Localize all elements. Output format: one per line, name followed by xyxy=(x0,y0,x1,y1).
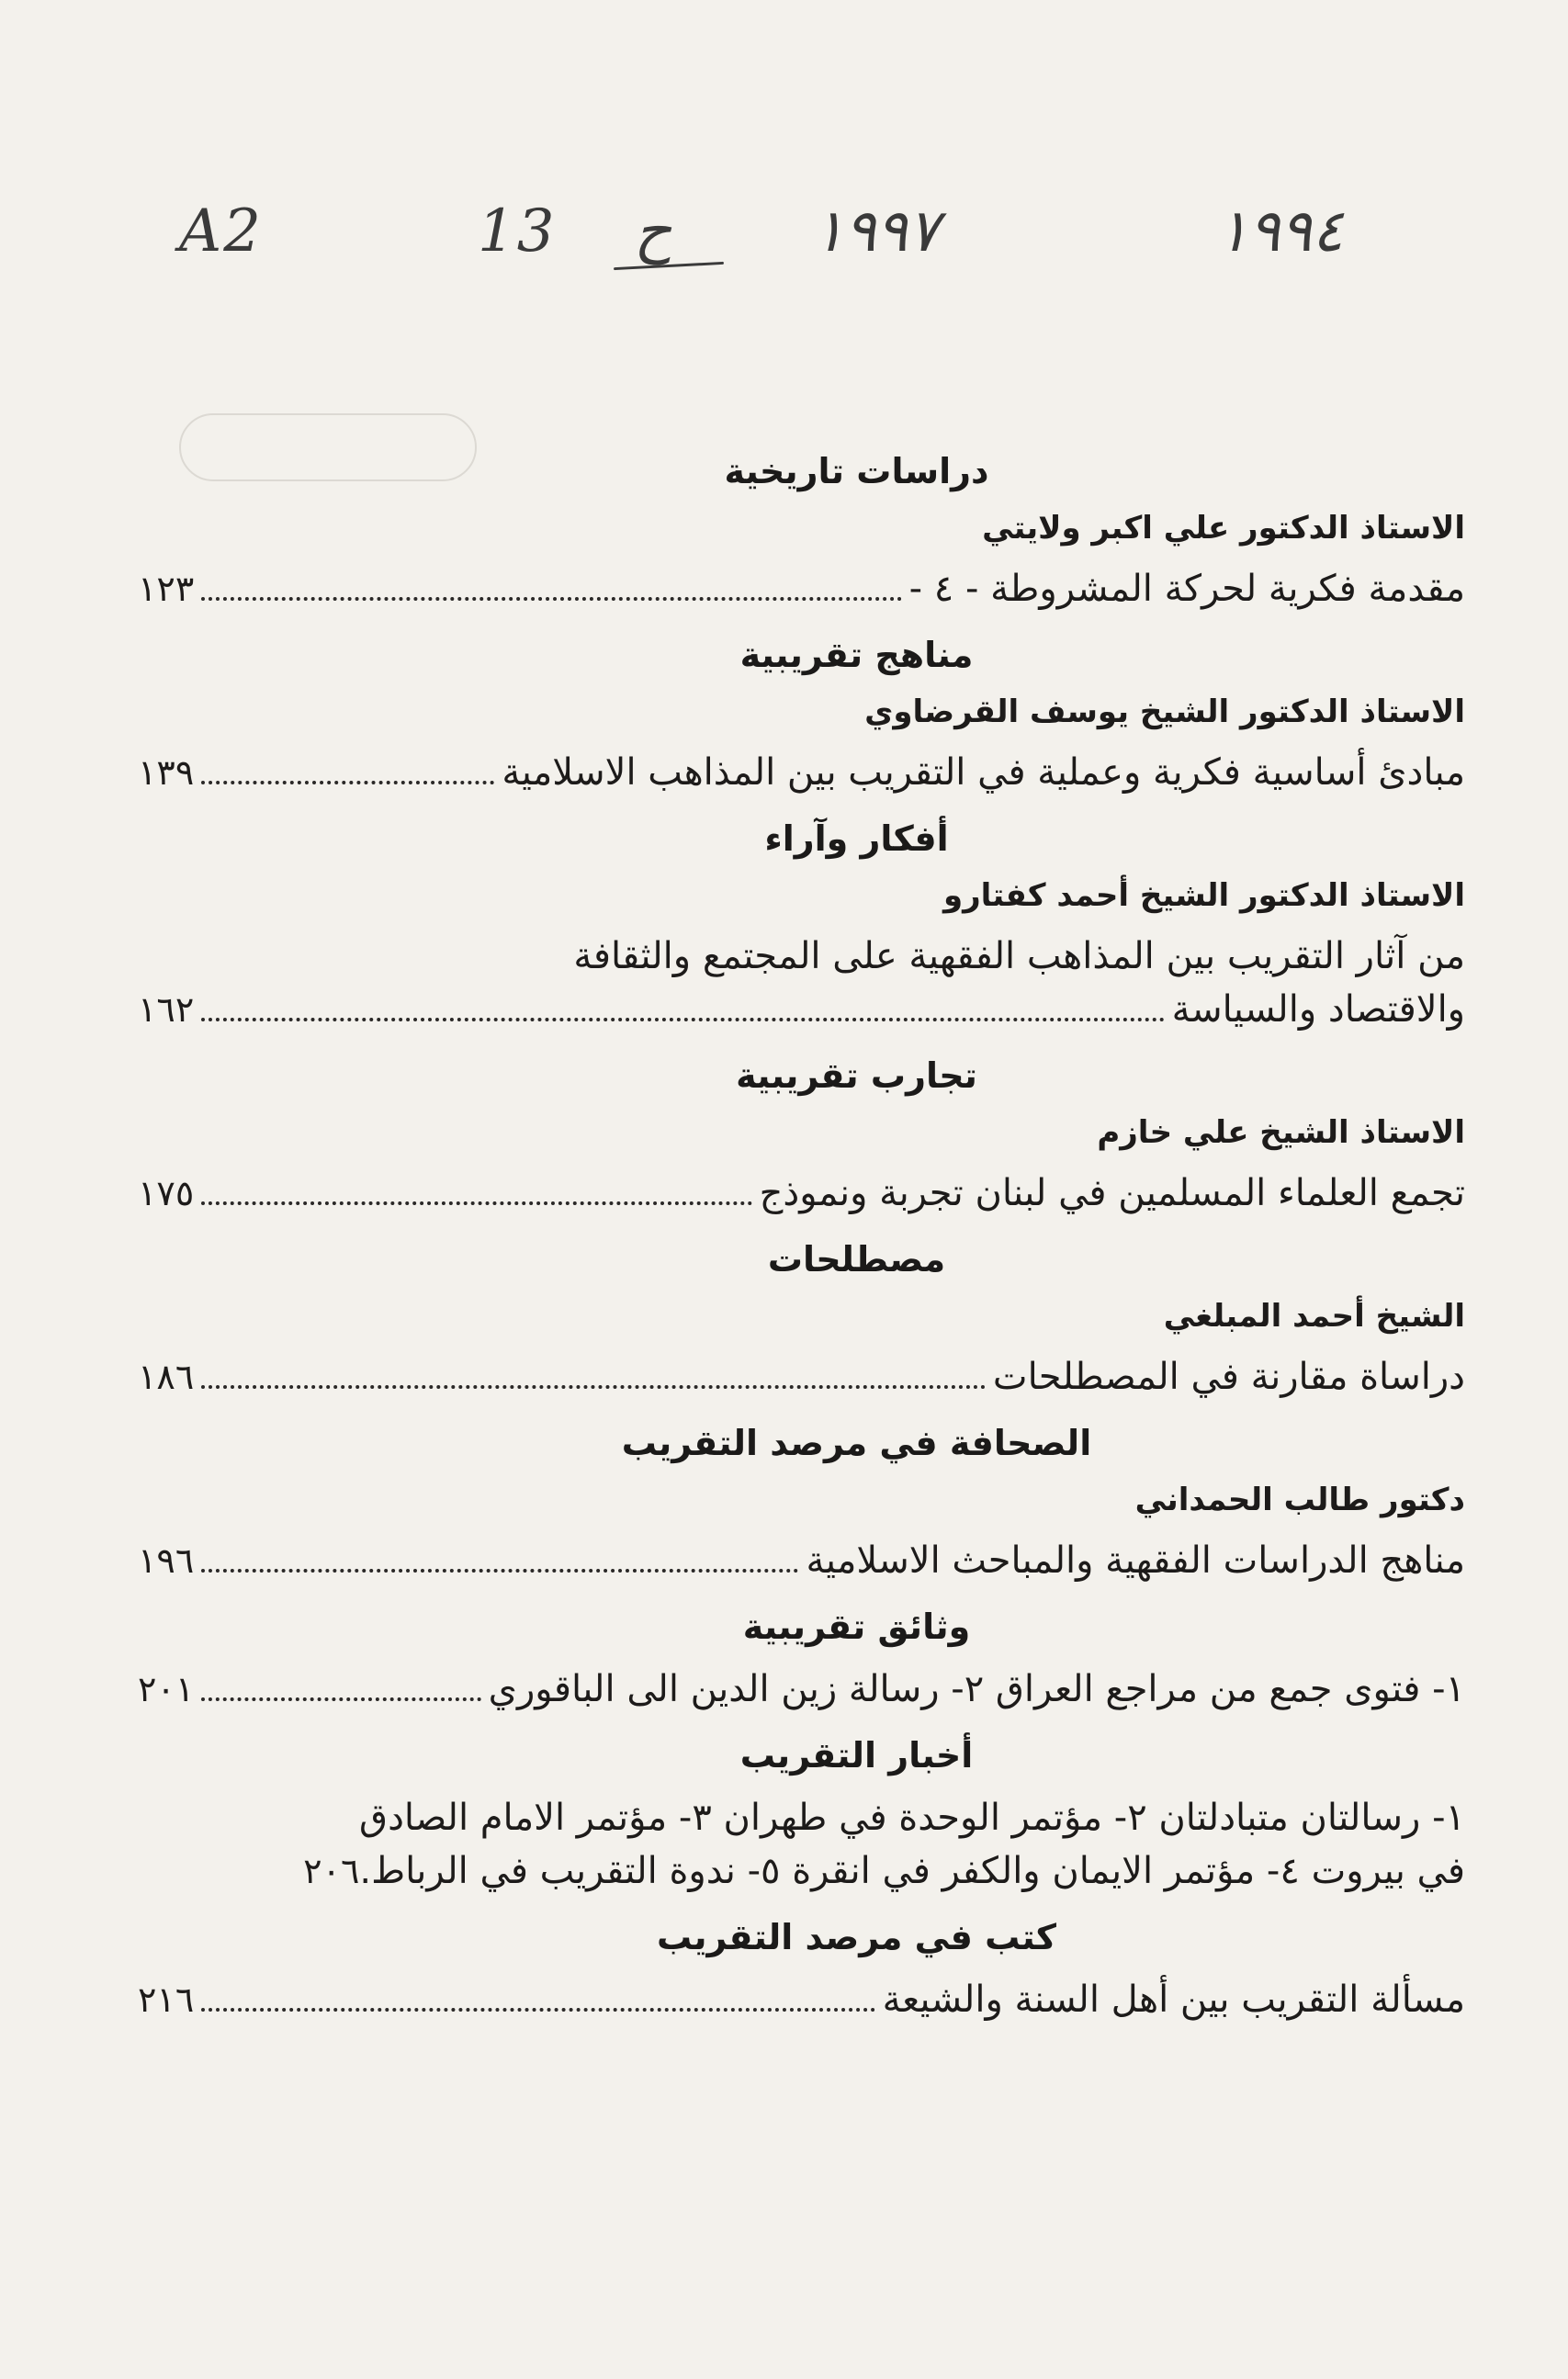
toc-entry xyxy=(138,1350,1465,1404)
dot-leader xyxy=(201,2008,874,2012)
entry-title: تجمع العلماء المسلمين في لبنان تجربة ونموذج xyxy=(759,1172,1465,1214)
entry-title: والاقتصاد والسياسة xyxy=(1171,988,1465,1031)
section-heading: الصحافة في مرصد التقريب xyxy=(621,1423,1092,1463)
author-name: الاستاذ الدكتور الشيخ أحمد كفتارو xyxy=(942,877,1465,914)
entry-title: مبادئ أساسية فكرية وعملية في التقريب بين المذاهب الاسلامية xyxy=(502,751,1465,794)
entry-title-line: ١- رسالتان متبادلتان ٢- مؤتمر الوحدة في طهران ٣- مؤتمر الامام الصادق xyxy=(359,1797,1465,1839)
table-of-contents xyxy=(138,432,1465,2035)
page-number: ١٧٥ xyxy=(138,1173,195,1213)
handwritten-code: A2 xyxy=(179,197,263,265)
dot-leader xyxy=(201,781,494,784)
entry-title-line: من آثار التقريب بين المذاهب الفقهية على المجتمع والثقافة xyxy=(573,935,1465,977)
section-heading: أخبار التقريب xyxy=(739,1735,974,1776)
page-number: ١٩٦ xyxy=(138,1540,195,1581)
entry-title: مقدمة فكرية لحركة المشروطة - ٤ - xyxy=(908,568,1465,610)
page-number: ٢٠١ xyxy=(138,1669,195,1709)
dot-leader xyxy=(201,1569,798,1573)
toc-entry xyxy=(138,1973,1465,2026)
dot-leader xyxy=(201,1697,480,1701)
page-number: ٢١٦ xyxy=(138,1979,195,2020)
handwritten-year-b: ١٩٩٤ xyxy=(1217,197,1344,265)
toc-entry xyxy=(138,562,1465,615)
page-number: ١٢٣ xyxy=(138,569,195,609)
author-name: الاستاذ الدكتور الشيخ يوسف القرضاوي xyxy=(864,693,1465,730)
author-name: الشيخ أحمد المبلغي xyxy=(1163,1298,1465,1335)
dot-leader xyxy=(201,1201,751,1205)
section-heading: مصطلحات xyxy=(767,1239,946,1280)
page-number: ١٣٩ xyxy=(138,752,195,793)
entry-title: في بيروت ٤- مؤتمر الايمان والكفر في انقرة ٥- ندوة التقريب في الرباط. xyxy=(359,1850,1465,1892)
toc-entry xyxy=(138,930,1465,1036)
section-heading: وثائق تقريبية xyxy=(742,1607,971,1647)
dot-leader xyxy=(201,1385,986,1389)
author-name: دكتور طالب الحمداني xyxy=(1134,1482,1465,1518)
section-heading: كتب في مرصد التقريب xyxy=(657,1917,1056,1957)
section-heading: دراسات تاريخية xyxy=(724,451,989,491)
toc-entry xyxy=(138,746,1465,799)
page-number: ١٦٢ xyxy=(138,989,195,1030)
author-name: الاستاذ الدكتور علي اكبر ولايتي xyxy=(982,510,1465,547)
section-heading: مناهج تقريبية xyxy=(739,635,974,675)
page-number: ٢٠٦ xyxy=(303,1851,360,1891)
handwritten-volume: 13 xyxy=(478,197,557,265)
handwritten-letter: ح xyxy=(634,197,672,265)
handwritten-year-a: ١٩٩٧ xyxy=(813,197,940,265)
toc-entry xyxy=(138,1791,1465,1898)
entry-title: مسألة التقريب بين أهل السنة والشيعة xyxy=(882,1979,1465,2021)
toc-entry xyxy=(138,1534,1465,1587)
entry-title: مناهج الدراسات الفقهية والمباحث الاسلامية xyxy=(806,1539,1465,1582)
author-name: الاستاذ الشيخ علي خازم xyxy=(1097,1114,1465,1151)
dot-leader xyxy=(201,597,901,601)
entry-title: ١- فتوى جمع من مراجع العراق ٢- رسالة زين الدين الى الباقوري xyxy=(488,1668,1465,1710)
section-heading: أفكار وآراء xyxy=(764,818,949,859)
dot-leader xyxy=(201,1018,1164,1021)
toc-entry xyxy=(138,1167,1465,1220)
toc-entry xyxy=(138,1663,1465,1716)
page-number: ١٨٦ xyxy=(138,1357,195,1397)
entry-title: دراساة مقارنة في المصطلحات xyxy=(992,1356,1465,1398)
section-heading: تجارب تقريبية xyxy=(736,1055,977,1096)
